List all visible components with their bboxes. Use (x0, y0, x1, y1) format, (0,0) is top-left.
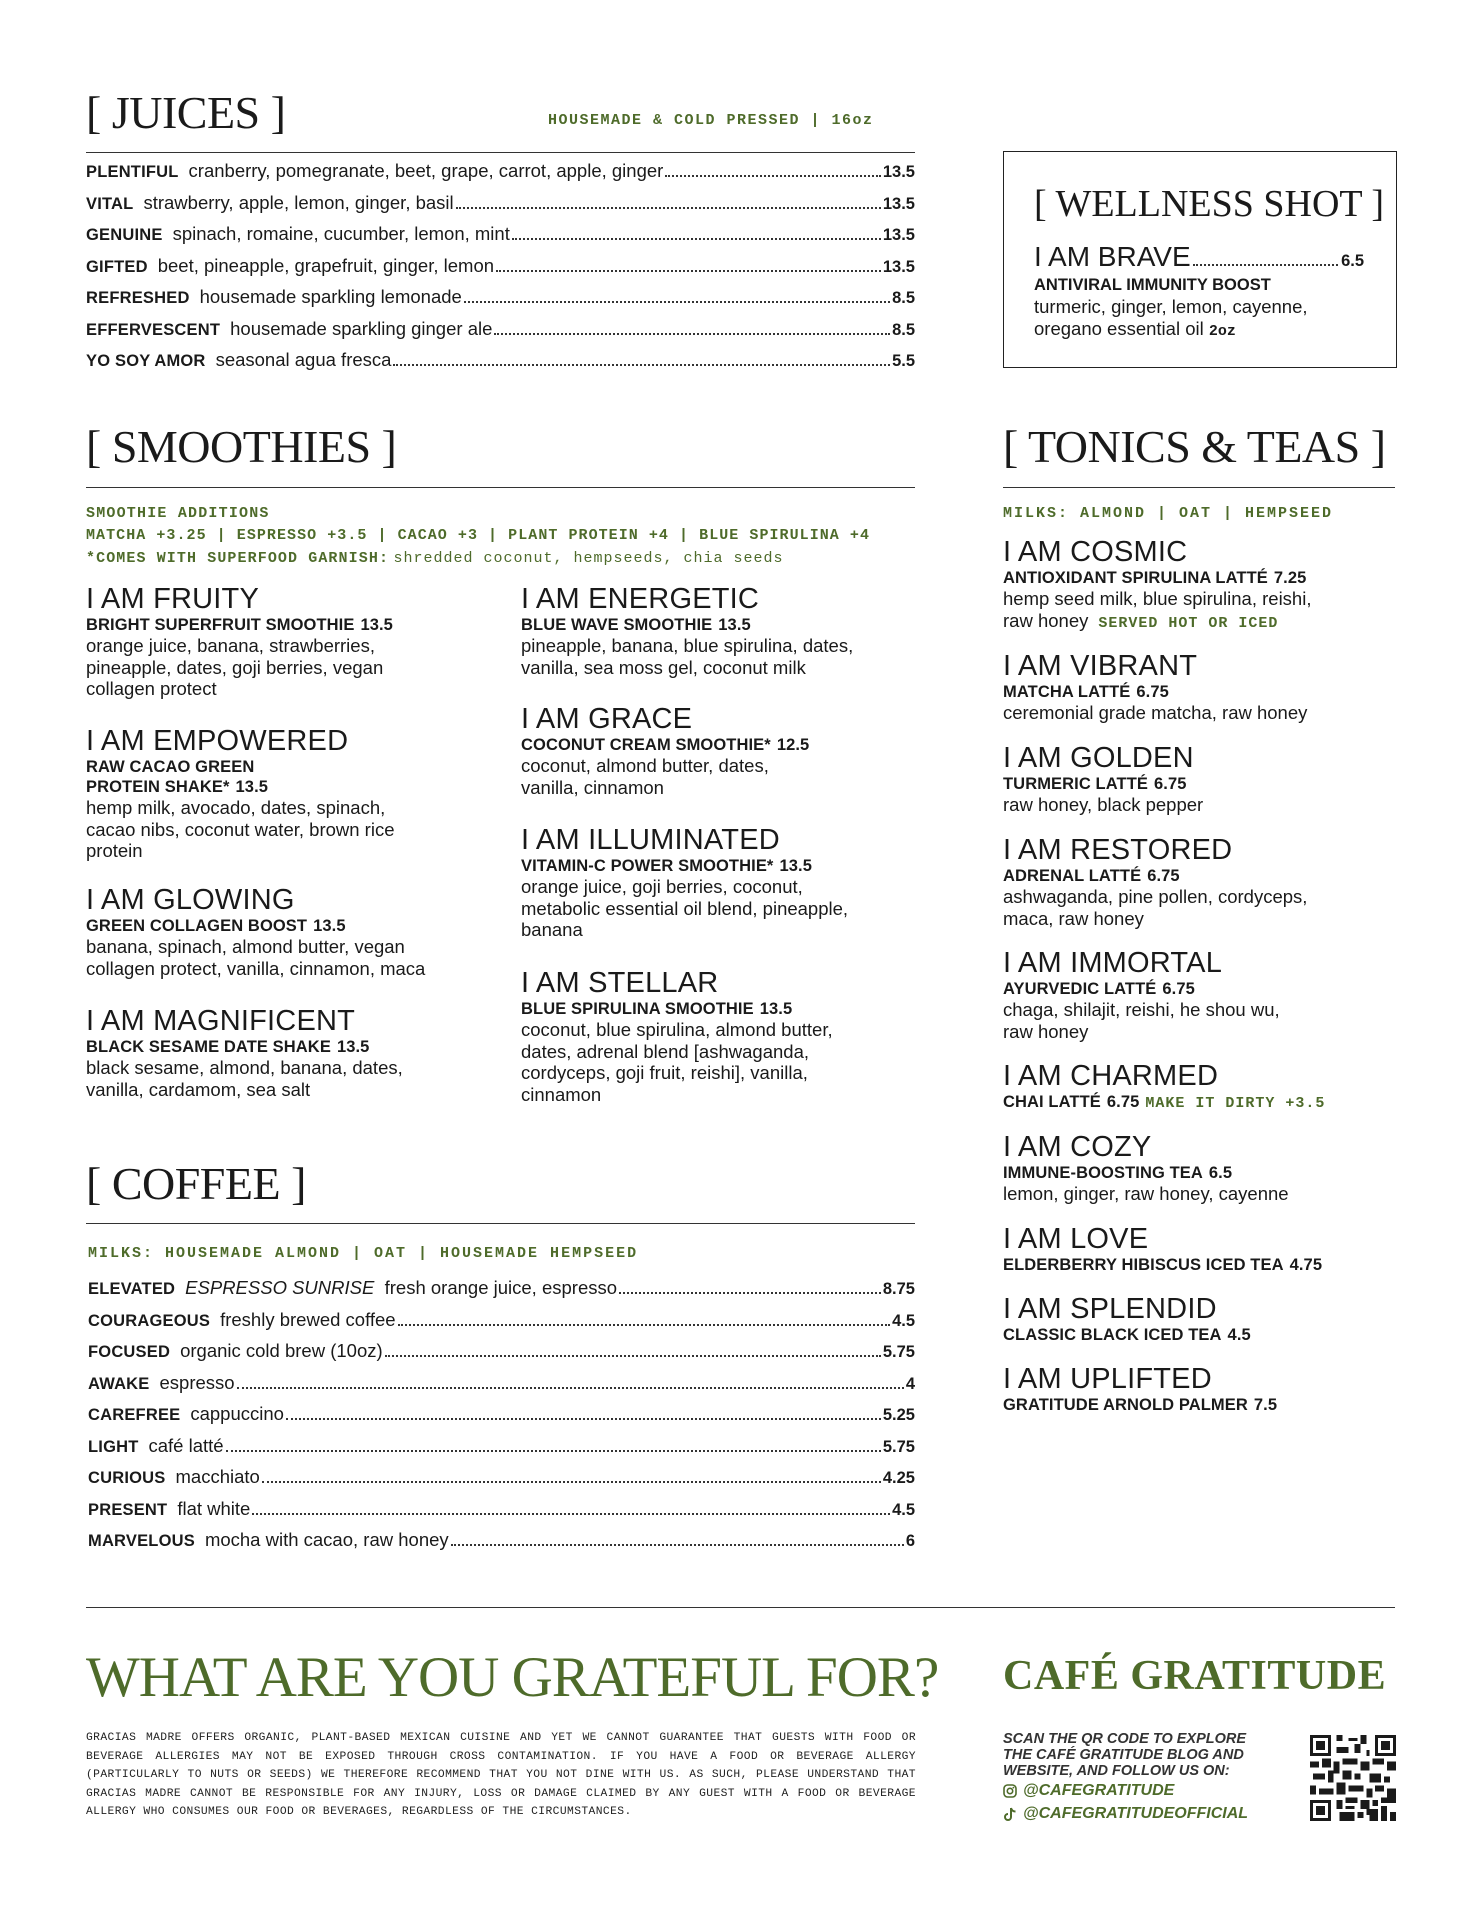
dot-leader (619, 1292, 881, 1294)
item-name: PLENTIFUL (86, 163, 179, 181)
coffee-row (88, 1309, 915, 1341)
menu-item (1003, 537, 1403, 634)
item-subtitle: IMMUNE-BOOSTING TEA 6.5 (1003, 1164, 1233, 1182)
item-price: 6.75 (1147, 867, 1180, 885)
item-price: 13.5 (882, 163, 915, 181)
item-price: 4.5 (892, 1500, 915, 1519)
item-description: housemade sparkling lemonade (199, 286, 462, 307)
item-price: 12.5 (776, 736, 810, 754)
item-description: collagen protect (86, 678, 217, 699)
menu-item (86, 726, 506, 862)
item-name: COURAGEOUS (88, 1311, 211, 1330)
item-description: vanilla, cinnamon (521, 776, 664, 798)
item-title: I AM CHARMED (1003, 1060, 1219, 1092)
item-price: 13.5 (882, 194, 915, 213)
item-title: I AM GOLDEN (1003, 742, 1194, 774)
dot-leader (237, 1387, 904, 1389)
item-description: café latté (148, 1434, 224, 1456)
item-description: raw honey, black pepper (1003, 794, 1204, 815)
dot-leader (496, 270, 881, 272)
item-description: pineapple, banana, blue spirulina, dates, (521, 635, 854, 656)
item-description: seasonal agua fresca (215, 349, 392, 370)
item-price: 13.5 (779, 857, 812, 875)
item-description: organic cold brew (10oz) (180, 1340, 383, 1361)
juice-row (86, 160, 915, 192)
item-price: 13.5 (759, 1000, 793, 1018)
tonics-milks: MILKS: ALMOND | OAT | HEMPSEED (1003, 505, 1334, 522)
item-title: I AM UPLIFTED (1003, 1363, 1212, 1395)
item-title: I AM ENERGETIC (521, 583, 760, 615)
item-price: 5.75 (882, 1343, 915, 1361)
qr-code-icon[interactable] (1310, 1735, 1396, 1821)
coffee-row (88, 1340, 915, 1372)
coffee-title: [ COFFEE ] (86, 1158, 306, 1209)
tonics-divider (1003, 487, 1395, 488)
item-title: I AM RESTORED (1003, 834, 1233, 866)
item-name: AWAKE (88, 1374, 150, 1393)
cafe-gratitude-logo: CAFÉ GRATITUDE (1003, 1653, 1387, 1699)
menu-item (1003, 743, 1403, 816)
item-description: raw honey (1003, 1020, 1089, 1042)
item-price: 4.75 (1289, 1256, 1323, 1274)
tonics-title: [ TONICS & TEAS ] (1003, 421, 1386, 472)
item-price: 8.5 (892, 289, 915, 307)
item-price: 13.5 (235, 778, 269, 796)
item-name: MARVELOUS (88, 1532, 195, 1550)
item-description: freshly brewed coffee (220, 1308, 396, 1330)
wellness-item (1034, 241, 1364, 273)
item-description: maca, raw honey (1003, 907, 1144, 929)
item-title: I AM COSMIC (1003, 536, 1188, 568)
menu-item (521, 968, 921, 1105)
item-description: hemp milk, avocado, dates, spinach, (86, 797, 386, 818)
menu-item (1003, 1364, 1403, 1415)
menu-item (1003, 1224, 1403, 1275)
item-description: macchiato (175, 1466, 260, 1487)
item-price: 13.5 (360, 616, 393, 634)
item-subtitle: AYURVEDIC LATTÉ 6.75 (1003, 980, 1195, 998)
dot-leader (451, 1544, 904, 1546)
item-name: CAREFREE (88, 1406, 181, 1424)
footer-divider (86, 1607, 1395, 1608)
tiktok-link[interactable] (1003, 1805, 1248, 1823)
item-subtitle: RAW CACAO GREEN PROTEIN SHAKE* 13.5 (86, 758, 269, 796)
menu-item (521, 825, 921, 941)
coffee-list (88, 1277, 915, 1561)
item-price: 7.5 (1253, 1396, 1278, 1414)
item-subtitle: BLACK SESAME DATE SHAKE 13.5 (86, 1038, 370, 1056)
item-price: 5.5 (892, 352, 915, 370)
item-name: REFRESHED (86, 289, 190, 307)
footer-headline: WHAT ARE YOU GRATEFUL FOR? (86, 1646, 939, 1709)
item-title: I AM STELLAR (521, 967, 719, 999)
item-description: beet, pineapple, grapefruit, ginger, lemon (157, 254, 495, 276)
dot-leader (494, 333, 890, 335)
dot-leader (286, 1418, 881, 1420)
item-name: PRESENT (88, 1500, 168, 1519)
item-price: 8.5 (892, 320, 915, 339)
coffee-row (88, 1435, 915, 1467)
item-name: GIFTED (86, 257, 148, 276)
menu-item (521, 704, 921, 798)
item-price: 6.5 (1208, 1164, 1233, 1182)
wellness-subtitle: ANTIVIRAL IMMUNITY BOOST (1034, 276, 1271, 294)
coffee-row (88, 1277, 915, 1309)
scan-text: SCAN THE QR CODE TO EXPLORE THE CAFÉ GRATITUDE BLOG AND WEBSITE, AND FOLLOW US ON: (1003, 1731, 1247, 1779)
item-price: 8.75 (882, 1280, 915, 1298)
item-italic-name: ESPRESSO SUNRISE (185, 1277, 375, 1298)
juices-divider (86, 152, 915, 153)
item-description: banana, spinach, almond butter, vegan (86, 936, 405, 957)
item-title: I AM GLOWING (86, 884, 295, 916)
item-name: EFFERVESCENT (86, 320, 221, 339)
item-subtitle: ANTIOXIDANT SPIRULINA LATTÉ 7.25 (1003, 569, 1307, 587)
item-description: metabolic essential oil blend, pineapple, (521, 897, 849, 919)
juices-title: [ JUICES ] (86, 87, 286, 138)
menu-item (1003, 1061, 1403, 1114)
item-description: ashwaganda, pine pollen, cordyceps, (1003, 886, 1308, 907)
coffee-row (88, 1498, 915, 1530)
item-description: espresso (159, 1371, 235, 1393)
allergy-disclaimer: GRACIAS MADRE OFFERS ORGANIC, PLANT-BASED MEXICAN CUISINE AND YET WE CANNOT GUARANTEE THAT GUESTS WITH FOOD OR BEVERAGE ALLERGIES MAY NOT BE EXPOSED THROUGH CROSS CONTAMINATION. IF YOU HAVE A FOOD OR BEVERAGE ALLERGY (PARTICULARLY TO NUTS OR SEEDS) WE THEREFORE RECOMMEND THAT YOU NOT DINE WITH US. AS SUCH, PLEASE UNDERSTAND THAT GRACIAS MADRE CANNOT BE RESPONSIBLE FOR ANY INJURY, LOSS OR DAMAGE CLAIMED BY ANY GUEST WITH A FOOD OR BEVERAGE ALLERGY WHO CONSUMES OUR FOOD OR BEVERAGES, REGARDLESS OF THE CIRCUMSTANCES. (86, 1732, 916, 1818)
item-description: chaga, shilajit, reishi, he shou wu, (1003, 999, 1280, 1020)
item-price: 6.75 (1106, 1093, 1140, 1111)
item-description: cappuccino (190, 1403, 284, 1424)
item-title: I AM LOVE (1003, 1223, 1149, 1255)
menu-item (1003, 1132, 1403, 1205)
dot-leader (456, 207, 881, 209)
item-description: cacao nibs, coconut water, brown rice (86, 818, 395, 840)
item-title: I AM COZY (1003, 1131, 1152, 1163)
item-price: 13.5 (882, 226, 915, 244)
item-description: coconut, almond butter, dates, (521, 755, 769, 776)
dot-leader (262, 1481, 881, 1483)
item-price: 6.75 (1162, 980, 1195, 998)
dot-leader (398, 1324, 890, 1326)
dot-leader (665, 175, 881, 177)
juice-row (86, 286, 915, 318)
item-subtitle: TURMERIC LATTÉ 6.75 (1003, 775, 1187, 793)
item-title: I AM GRACE (521, 703, 693, 735)
coffee-row (88, 1529, 915, 1561)
menu-item (1003, 1294, 1403, 1345)
item-price: 6 (905, 1532, 915, 1550)
item-description: protein (86, 840, 143, 861)
item-description: orange juice, banana, strawberries, (86, 635, 375, 656)
item-name: ELEVATED (88, 1280, 176, 1298)
item-title: I AM FRUITY (86, 583, 259, 615)
item-description: flat white (177, 1497, 251, 1519)
item-price: 7.25 (1273, 569, 1307, 587)
item-subtitle: GREEN COLLAGEN BOOST 13.5 (86, 917, 346, 935)
smoothies-divider (86, 487, 915, 488)
item-name: GENUINE (86, 226, 163, 244)
juice-row (86, 255, 915, 287)
menu-item (521, 584, 921, 678)
menu-item (86, 584, 506, 700)
wellness-size: 2oz (1208, 323, 1236, 340)
item-price: 4.5 (892, 1311, 915, 1330)
juice-row (86, 318, 915, 350)
item-subtitle: BLUE WAVE SMOOTHIE 13.5 (521, 616, 751, 634)
item-subtitle: ADRENAL LATTÉ 6.75 (1003, 867, 1180, 885)
coffee-row (88, 1466, 915, 1498)
coffee-row (88, 1403, 915, 1435)
item-price: 4 (905, 1374, 915, 1393)
item-subtitle: COCONUT CREAM SMOOTHIE* 12.5 (521, 736, 810, 754)
item-description: lemon, ginger, raw honey, cayenne (1003, 1183, 1289, 1204)
item-price: 13.5 (336, 1038, 370, 1056)
item-note: MAKE IT DIRTY +3.5 (1145, 1095, 1326, 1112)
item-description: collagen protect, vanilla, cinnamon, maca (86, 957, 426, 979)
item-subtitle: CLASSIC BLACK ICED TEA 4.5 (1003, 1326, 1251, 1344)
item-description: cordyceps, goji fruit, reishi], vanilla, (521, 1062, 808, 1083)
item-description: hemp seed milk, blue spirulina, reishi, (1003, 588, 1312, 609)
juice-row (86, 349, 915, 381)
item-title: I AM EMPOWERED (86, 725, 349, 757)
item-note: SERVED HOT OR ICED (1098, 614, 1279, 632)
dot-leader (385, 1355, 881, 1357)
instagram-handle: @CAFEGRATITUDE (1023, 1782, 1175, 1799)
coffee-divider (86, 1223, 915, 1224)
smoothie-garnish: *COMES WITH SUPERFOOD GARNISH: shredded coconut, hempseeds, chia seeds (86, 550, 784, 567)
item-title: I AM SPLENDID (1003, 1293, 1217, 1325)
item-price: 13.5 (882, 257, 915, 276)
wellness-desc: turmeric, ginger, lemon, cayenne, oregano essential oil 2oz (1034, 296, 1308, 340)
item-title: I AM MAGNIFICENT (86, 1005, 356, 1037)
item-name: LIGHT (88, 1437, 139, 1456)
item-price: 13.5 (313, 917, 346, 935)
item-description: vanilla, cardamom, sea salt (86, 1078, 311, 1100)
juice-row (86, 192, 915, 224)
menu-item (86, 1006, 506, 1100)
item-name: VITAL (86, 194, 134, 213)
tiktok-handle: @CAFEGRATITUDEOFFICIAL (1023, 1805, 1249, 1822)
item-subtitle: BLUE SPIRULINA SMOOTHIE 13.5 (521, 1000, 793, 1018)
item-description: coconut, blue spirulina, almond butter, (521, 1019, 833, 1040)
item-price: 4.5 (1227, 1326, 1251, 1344)
coffee-row (88, 1372, 915, 1404)
item-price: 5.75 (882, 1437, 915, 1456)
juices-subtitle: HOUSEMADE & COLD PRESSED | 16oz (548, 112, 874, 129)
item-subtitle: MATCHA LATTÉ 6.75 (1003, 683, 1169, 701)
item-description: vanilla, sea moss gel, coconut milk (521, 656, 806, 678)
item-price: 6.75 (1154, 775, 1187, 793)
menu-item (1003, 948, 1403, 1042)
wellness-shot-box (1003, 151, 1397, 368)
item-price: 13.5 (718, 616, 751, 634)
item-subtitle: VITAMIN-C POWER SMOOTHIE* 13.5 (521, 857, 812, 875)
coffee-milks: MILKS: HOUSEMADE ALMOND | OAT | HOUSEMADE HEMPSEED (88, 1245, 639, 1262)
item-subtitle: ELDERBERRY HIBISCUS ICED TEA 4.75 (1003, 1256, 1323, 1274)
item-description: cinnamon (521, 1083, 602, 1105)
juice-row (86, 223, 915, 255)
menu-item (1003, 835, 1403, 929)
wellness-name: I AM BRAVE (1034, 241, 1191, 272)
item-subtitle: CHAI LATTÉ 6.75 MAKE IT DIRTY +3.5 (1003, 1093, 1326, 1112)
item-description: orange juice, goji berries, coconut, (521, 876, 803, 897)
dot-leader (464, 301, 890, 303)
item-description: ceremonial grade matcha, raw honey (1003, 702, 1308, 723)
tiktok-icon (1003, 1807, 1017, 1822)
item-description: banana (521, 919, 583, 940)
smoothies-title: [ SMOOTHIES ] (86, 421, 397, 472)
item-price: 5.25 (882, 1406, 915, 1424)
item-description: pineapple, dates, goji berries, vegan (86, 656, 384, 678)
juices-list (86, 160, 915, 381)
item-name: YO SOY AMOR (86, 352, 206, 370)
smoothie-additions: MATCHA +3.25 | ESPRESSO +3.5 | CACAO +3 | PLANT PROTEIN +4 | BLUE SPIRULINA +4 (86, 527, 871, 544)
item-title: I AM VIBRANT (1003, 650, 1198, 682)
instagram-icon (1003, 1784, 1017, 1798)
item-name: FOCUSED (88, 1343, 171, 1361)
dot-leader (512, 238, 881, 240)
item-description: black sesame, almond, banana, dates, (86, 1057, 403, 1078)
dot-leader (226, 1450, 881, 1452)
menu-item (86, 885, 506, 979)
item-title: I AM ILLUMINATED (521, 824, 780, 856)
item-subtitle: GRATITUDE ARNOLD PALMER 7.5 (1003, 1396, 1278, 1414)
instagram-link[interactable] (1003, 1782, 1174, 1800)
item-description: dates, adrenal blend [ashwaganda, (521, 1040, 809, 1062)
dot-leader (393, 364, 890, 366)
item-description: strawberry, apple, lemon, ginger, basil (143, 191, 454, 213)
item-description: cranberry, pomegranate, beet, grape, carrot, apple, ginger (188, 160, 664, 181)
item-description: spinach, romaine, cucumber, lemon, mint (172, 223, 510, 244)
item-name: CURIOUS (88, 1469, 166, 1487)
menu-item (1003, 651, 1403, 724)
item-price: 6.75 (1136, 683, 1169, 701)
item-title: I AM IMMORTAL (1003, 947, 1223, 979)
wellness-title: [ WELLNESS SHOT ] (1034, 183, 1385, 225)
item-description: ESPRESSO SUNRISE fresh orange juice, espresso (185, 1277, 618, 1298)
item-description: housemade sparkling ginger ale (230, 317, 493, 339)
item-subtitle: BRIGHT SUPERFRUIT SMOOTHIE 13.5 (86, 616, 393, 634)
wellness-dots (1193, 264, 1338, 266)
item-price: 4.25 (882, 1469, 915, 1487)
wellness-price: 6.5 (1341, 252, 1364, 270)
dot-leader (252, 1513, 890, 1515)
item-description: raw honey SERVED HOT OR ICED (1003, 609, 1279, 632)
smoothie-additions-label: SMOOTHIE ADDITIONS (86, 505, 270, 522)
item-description: mocha with cacao, raw honey (204, 1529, 449, 1550)
